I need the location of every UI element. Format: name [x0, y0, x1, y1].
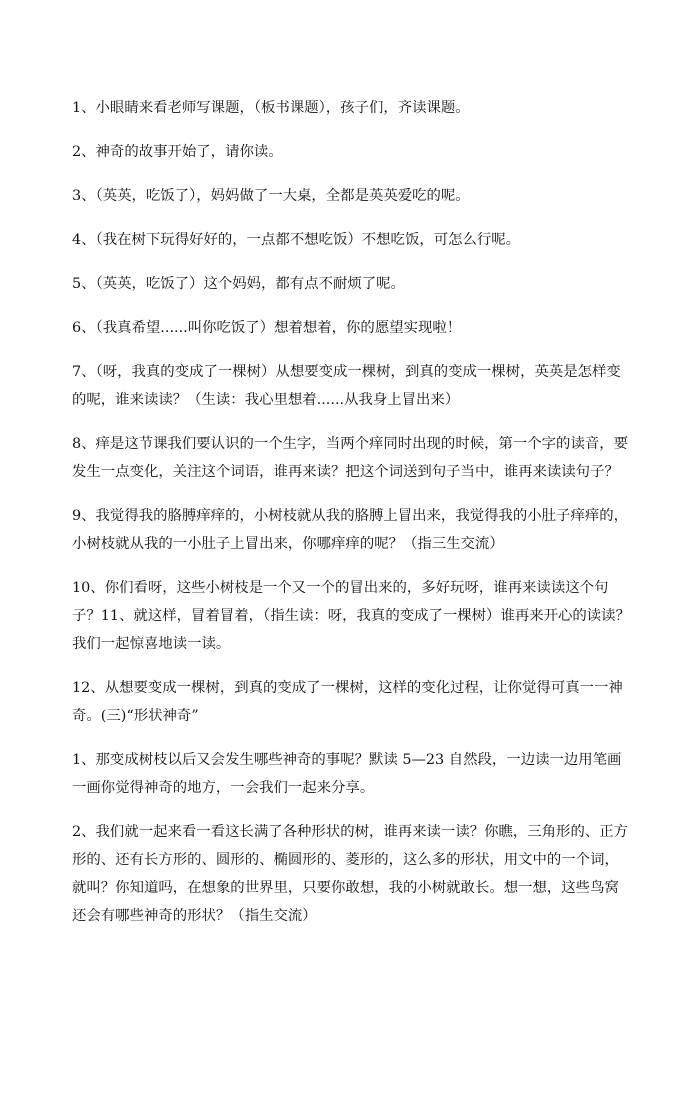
paragraph-4: 4、（我在树下玩得好好的，一点都不想吃饭）不想吃饭，可怎么行呢。 [72, 232, 521, 248]
paragraph-2: 2、神奇的故事开始了，请你读。 [72, 144, 283, 160]
paragraph-8: 8、痒是这节课我们要认识的一个生字，当两个痒同时出现的时候，第一个字的读音，要发生一点变化，关注这个词语，谁再来读？把这个词送到句子当中，谁再来读读句子？ [72, 436, 629, 480]
paragraph-1: 1、小眼睛来看老师写课题，（板书课题），孩子们，齐读课题。 [72, 100, 470, 116]
paragraph-10: 10、你们看呀，这些小树枝是一个又一个的冒出来的，多好玩呀，谁再来读读这个句子？11、就这样，冒着冒着，（指生读：呀，我真的变成了一棵树）谁再来开心的读读？我们一起惊喜地读一读。 [72, 580, 630, 652]
paragraph-12: 12、从想要变成一棵树，到真的变成了一棵树，这样的变化过程，让你觉得可真一一神奇。(三)“形状神奇” [72, 680, 623, 724]
document-body [72, 94, 632, 946]
paragraph-9: 9、我觉得我的胳膊痒痒的，小树枝就从我的胳膊上冒出来，我觉得我的小肚子痒痒的，小树枝就从我的一小肚子上冒出来，你哪痒痒的呢？（指三生交流） [72, 508, 629, 552]
paragraph-5: 5、（英英，吃饭了）这个妈妈，都有点不耐烦了呢。 [72, 276, 405, 292]
paragraph-section3-1: 1、那变成树枝以后又会发生哪些神奇的事呢？默读 5—23 自然段，一边读一边用笔画一画你觉得神奇的地方，一会我们一起来分享。 [72, 752, 622, 796]
paragraph-3: 3、（英英，吃饭了），妈妈做了一大桌，全都是英英爱吃的呢。 [72, 188, 470, 204]
paragraph-6: 6、（我真希望......叫你吃饭了）想着想着，你的愿望实现啦！ [72, 320, 462, 336]
paragraph-7: 7、（呀，我真的变成了一棵树）从想要变成一棵树，到真的变成一棵树，英英是怎样变的呢，谁来读读？（生读：我心里想着......从我身上冒出来） [72, 364, 621, 408]
paragraph-section3-2: 2、我们就一起来看一看这长满了各种形状的树，谁再来读一读？你瞧，三角形的、正方形的、还有长方形的、圆形的、椭圆形的、菱形的，这么多的形状，用文中的一个词，就叫？你知道吗，在想象的世界里，只要你敢想，我的小树就敢长。想一想，这些鸟窝还会有哪些神奇的形状？（指生交流） [72, 824, 629, 924]
